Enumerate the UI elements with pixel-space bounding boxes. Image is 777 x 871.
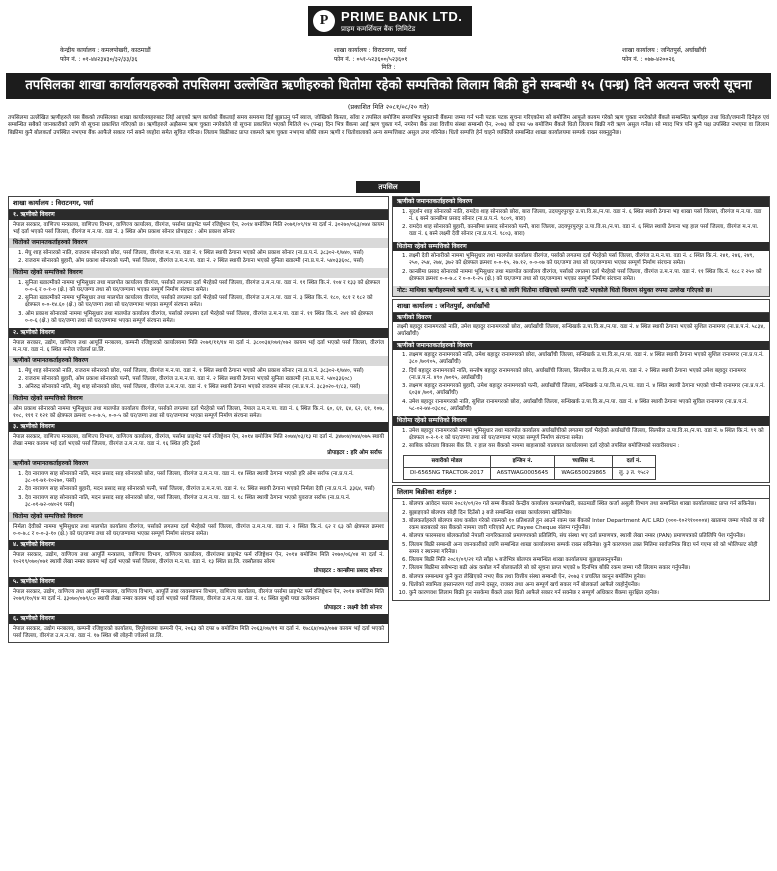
borrower-text: नेपाल सरकार, उद्योग मन्त्रालय, कम्पनी रजिष्ट्रारको कार्यालय, त्रिपुरेश्वरमा कम्पनी ऐन, २०६३ को दफा ७ बमोजिम मिति २०६३/०७/११ मा दर्ता नं. १७८६४/०७३/०७४ कायम भई दर्ता भएको पर्सा जिल्ला, वीरगंज उ.म.न.पा. वडा नं. १७ स्थित श्री लोहनी ज्वेलर्स प्रा.लि. [13, 625, 384, 639]
guarantor-list [9, 248, 388, 269]
section-bar: धितोमा रहेको सम्पत्तिको विवरण [9, 394, 388, 404]
bank-name-nepali: प्राइम कमर्शियल बैंक लिमिटेड [341, 24, 416, 33]
section-bar: धितोमा रहेको सम्पत्तिको विवरण [393, 242, 769, 252]
list-item: 4. उमेश बहादुर रानामगरको नाति, सुशिल रानामगरको छोरा, अर्घाखाँची जिल्ला, सन्धिखर्क उ.पा.वि.स./न.पा. वडा नं. ४ स्थित स्थायी ठेगाना भएको सुविल रानामगर (ना.प्र.प.नं. ५८-०२-७४-०३८०८, अर्घाखाँची) [409, 399, 765, 414]
table-cell: DI-6565NG TRACTOR-2017 [404, 468, 491, 480]
borrower-text: लक्ष्मी बहादुर रानामगरको नाति, उमेश बहादुर रानामगरको छोरा, अर्घाखाँची जिल्ला, सन्धिखर्क उ.पा.वि.स./न.पा. वडा नं. ४ स्थित स्थायी ठेगाना भएको सुशिल रानामगर (ना.प्र.प.नं. ५८३४, अर्घाखाँची) [397, 324, 765, 338]
borrower-text: नेपाल सरकार, वाणिज्य मन्त्रालय, वाणिज्य विभाग, वाणिज्य कार्यालय, वीरगंज, पर्सामा प्राइभेट फर्म रजिष्ट्रेशन ऐन, २०१४ बमोजिम मिति २०७१/०९/१४ मा दर्ता नं. ३०२७०/०६३/०७४ कायम भई दर्ता भएको पर्सा जिल्ला, वीरगंज म.न.पा. वडा नं. ३ स्थित ओम प्रकाश सोनार प्रोपाइटर : ओम प्रकाश सोनार [13, 221, 384, 235]
auction-terms-section [392, 485, 770, 601]
head-office-address: केन्द्रीय कार्यालय : कमलपोखरी, काठमाडौं फोन नं. : ०१-४४२३४३०/३२/३३/३६ [60, 47, 151, 63]
section-bar: २. ऋणीको विवरण [9, 328, 388, 338]
borrower-text: नेपाल सरकार, उद्योग, वाणिज्य तथा आपूर्ति मन्त्रालय, वाणिज्य विभाग, आपूर्ति तथा व्यवस्थापन विभाग, वाणिज्य कार्यालय, वीरगंज पर्सामा प्राइभेट फर्म रजिष्ट्रेशन ऐन, २०१४ बमोजिम मिति २०७९/१०/१४ मा दर्ता नं. ३३०७०/०७९/८० स्थायी लेखा नम्बर कायम भई दर्ता भएको पर्सा जिल्ला, वीरगंज उ.म.न.पा. वडा नं. १८ स्थित सुश्री पद्मा कलेक्शन [13, 588, 384, 602]
borrower-text: नेपाल सरकार, उद्योग, वाणिज्य तथा आपूर्ति मन्त्रालय, वाणिज्य विभाग, वाणिज्य कार्यालय, वीरगंजमा प्राइभेट फर्म रजिष्ट्रेशन ऐन, २०१४ बमोजिम मिति २०७०/०६/०४ मा दर्ता नं. १०२१९/०७०/०७१ स्थायी लेखा नम्बर कायम भई दर्ता भएको पर्सा जिल्ला, वीरगंज म.न.पा. वडा नं. १३ स्थित प्रा.लि. रक्सौलका सोरम [13, 551, 384, 565]
list-item: 8. बोलपत्र सम्बन्धमा कुनै कुरा लेखिएको नभए बैंक तथा वित्तीय संस्था सम्बन्धी ऐन, २०७३ र प्रचलित कानून बमोजिम हुनेछ। [409, 574, 765, 581]
list-item: 2. राजराम सोनारको बुहारी, ओम प्रकाश सोनारको पत्नी, पर्सा जिल्ला, वीरगंज उ.म.न.पा. वडा नं. २ स्थित स्थायी ठेगाना भएको सुनिता ख्वाल्मी (ना.प्र.प.नं. ५४०३३६०८) [25, 376, 384, 383]
section-bar: १. ऋणीको विवरण [9, 210, 388, 220]
guarantor-list [9, 366, 388, 395]
section-bar: ऋणीको जमानतकर्ताहरुको विवरण [393, 197, 769, 207]
bank-name: PRIME BANK LTD. [341, 8, 463, 24]
collateral-list [9, 278, 388, 329]
section-bar: धितोमा रहेको सम्पत्तिको विवरण [9, 268, 388, 278]
table-header: च्यासिस नं. [555, 456, 613, 468]
list-item: 1. लक्ष्मी देवी सोनारीको नाममा भूमिसुधार तथा मालपोत कार्यालय वीरगंज, पर्साको लगतमा दर्ता भैरहेको पर्सा जिल्ला, वीरगंज उ.म.न.पा. वडा नं. ८ स्थित कि.नं. २४१, २४६, २४९, २५०, २५४, २७४, ३७२ को क्षेत्रफल क्रमशः ०-०-१५, २७.१२, ०-०-०७ को घर/जग्गा तथा सो घर/जग्गामा भएका सम्पूर्ण निर्माण संरचना समेत। [409, 253, 765, 268]
list-item: 3. ओम प्रकाश सोनारको नाममा भूमिसुधार तथा मालपोत कार्यालय वीरगंज, पर्साको लगतमा दर्ता भैरहेको पर्सा जिल्ला, वीरगंज उ.म.न.पा. वडा नं. ११ स्थित कि.नं. २४१ को क्षेत्रफल ०-०-६ (क्षे.) को घर/जग्गा तथा सो घर/जग्गामा भएका सम्पूर्ण संरचना समेत। [25, 311, 384, 326]
section-bar: ३. ऋणीको विवरण [9, 422, 388, 432]
guarantor-list [393, 207, 769, 242]
guarantor-list [393, 350, 769, 416]
list-item: 2. देव नारायण साह सोनारको बुहारी, मदन प्रसाद साह सोनारको पत्नी, पर्सा जिल्ला, वीरगंज उ.म.न.पा. वडा नं. १८ स्थित स्थायी ठेगाना भएको निर्मला देवी (ना.प्र.प.नं. ३३६४, पर्सा) [25, 486, 384, 493]
arghakhanchi-branch-section [392, 299, 770, 484]
section-bar: ऋणीको जमानतकर्ताहरुको विवरण [9, 356, 388, 366]
table-header: इन्जिन नं. [490, 456, 555, 468]
table-header: दर्ता नं. [612, 456, 655, 468]
bank-logo-icon: P [313, 10, 335, 32]
birgunj-branch-section [8, 196, 389, 643]
list-item: 2. साबिक कोराला बिकास बैंक लि. र हाल यस बैंकको नाममा बाहासाको यातायात कार्यालयमा दर्ता रहेको तपसिल बमोजिमको सवारीसाधन : [409, 443, 765, 450]
list-item: 2. बुझाइएको बोलपत्र सोही दिन दिउँसो ३ बजे सम्बन्धित शाखा कार्यालयमा खोलिनेछ। [409, 510, 765, 517]
guarantor-list [9, 469, 388, 512]
vehicle-table [403, 455, 656, 480]
left-column [8, 196, 389, 645]
section-bar: ६. ऋणीको विवरण [9, 614, 388, 624]
terms-heading: लिलाम बिक्रीका शर्तहरु : [393, 486, 769, 499]
publish-date: (प्रकाशित मिति २०८१/०८/२० गते) [347, 103, 430, 111]
list-item: 1. मेघु शाह सोनारको नाति, राजराम सोनारको छोरा, पर्सा जिल्ला, वीरगंज म.न.पा. वडा नं. १ स्थित स्थायी ठेगाना भएको ओम प्रकाश सोनार (ना.प्र.प.नं. ३८३०२-१/७४०, पर्सा) [25, 250, 384, 257]
proprietor-label: प्रोपाइटर : कान्छीमा प्रसाद सोनार [313, 568, 382, 575]
terms-list [393, 499, 769, 600]
intro-paragraph: तपसिलमा उल्लेखित ऋणीहरुले यस बैंकको तपसिलका शाखा कार्यालयहरुबाट लिई आएको ऋण कार्यको बैंकलाई समय समयमा दिई बुझाउनु पर्ने ब्याज, जोखिको किस्ता, साँवा र तपसिल बमोजिम समयभित्र भुक्तानी बैंकमा जम्मा गर्न भनी पटक पटक सूचना गरिएकोमा सो बमोजिम आफूले कायम गरेको ऋण चुक्ता नगरेकोले बैंकले सम्बन्धित ऋणीहरु तथा धितो/जमानी दिनेहरु एवं सम्बन्धित सबैको जानकारीको लागि यो सूचना प्रकाशित गरिएको छ। ऋणीहरुले अझैसम्म ऋण चुक्ता नगरेकोले यो सूचना प्रकाशित भएको मितिले १५ (पन्ध्र) दिन भित्र बैंकमा आई ऋण चुक्ता गर्न, नगरेमा बैंक तथा वित्तीय संस्था सम्बन्धी ऐन, २०७३ को दफा ५७ बमोजिम बैंकले धितो लिलाम बिक्री गरी ऋण असुल गर्नेछ। सो म्याद भित्र पनि कुनै पक्ष उपस्थित नभएमा वा लिलाम बिक्रीमा कुनै बोलकर्ता उपस्थित नभएमा बैंक आफैले सकार गर्न सक्ने व्यहोरा समेत सूचित गरिन्छ। लिलाम बिक्रीबाट प्राप्त रकमले ऋण चुक्ता नभएमा बाँकी रकम ऋणी र धितोवालाको अन्य सम्पत्तिबाट असुल उपर गरिनेछ। धितो सम्पत्ति हेर्न चाहने व्यक्तिले सम्बन्धित शाखा कार्यालयमा सम्पर्क राख्न सक्नुहुनेछ। [8, 115, 769, 136]
list-item: 3. बोलकर्ताहरुले बोलपत्र साथ कबोल गरेको रकमको १० प्रतिशतले हुन आउने रकम यस बैंकको Inter Department A/C LRD (०००-१०२९१००००४) खातामा जम्मा गरेको वा सो रकम बराबरको यस बैंकको नाममा जारी गरिएको A/C Payee Cheque संलग्न गर्नुपर्नेछ। [409, 518, 765, 533]
list-item: 2. दिर्घ बहादुर रानामगरको नाति, सन्तोष बहादुर रानामगरको छोरा, अर्घाखाँची जिल्ला, सिल्सील उ.पा.वि.स./न.पा. वडा नं. २ स्थित स्थायी ठेगाना भएको उमेश बहादुर रानामगर (ना.प्र.प.नं. ४९० /७०१५, अर्घाखाँची) [409, 368, 765, 383]
birgunj-branch-address: शाखा कार्यालय : विराटनगर, पर्सा फोन नं. : ०५१-५२३६००/५२३६०१ [334, 47, 408, 63]
list-item: 1. उमेश बहादुर रानामगरको नाममा भूमिसुधार तथा मालपोत कार्यालय अर्घाखाँचीको लगतमा दर्ता भैरहेको अर्घाखाँची जिल्ला, सिल्सील उ.पा.वि.स./न.पा. वडा नं. ७ स्थित कि.नं. ९९ को क्षेत्रफल ०-२-१-१ को घर/जग्गा तथा सो घर/जग्गामा भएका सम्पूर्ण निर्माण संरचना समेत। [409, 428, 765, 443]
list-item: 3. अनिरुद्र सोनारको नाति, मेघु शाह सोनारको छोरा, पर्सा जिल्ला, वीरगंज उ.म.न.पा. वडा नं. १ स्थित स्थायी ठेगाना भएको राजराम सोनार (ना.प्र.प.नं. ३८३०२०-१/८३, पर्सा) [25, 384, 384, 391]
birgunj-continued-section [392, 196, 770, 297]
list-item: 1. सुदर्शन शाह सोनारको नाति, रामदेव शाह सोनारको छोरा, बारा जिल्ला, उदयपुरपुरपुर उ.पा.वि.स./न.पा. वडा नं. ६ स्थित स्थायी ठेगाना भइ शाखा पर्सा जिल्ला, वीरगंज म.न.पा. वडा नं. ६ बस्ने कान्छीमा प्रसाद सोनार (ना.प्र.प.नं. ९८०९, बारा) [409, 209, 765, 224]
section-bar: ऋणीको जमानतकर्ताहरुको विवरण [9, 459, 388, 469]
section-bar: ऋणीको जमानतकर्ताहरुको विवरण [393, 341, 769, 351]
section-bar: धितोमा रहेको सम्पत्तिको विवरण [9, 512, 388, 522]
proprietor-label: प्रोपाइटर : हरि ओम सर्राफ [327, 450, 382, 457]
branch-heading: शाखा कार्यालय : विराटनगर, पर्सा [9, 197, 388, 210]
branch-heading: शाखा कार्यालय : जनितपुर्स, अर्घाखाँची [393, 300, 769, 313]
proprietor-label: प्रोपाइटर : लक्ष्मी देवी सोनार [324, 605, 382, 612]
section-bar: ५. ऋणीको विवरण [9, 577, 388, 587]
table-cell: A6STWAG0005645 [490, 468, 555, 480]
collateral-text: ओम प्रकाश सोनारको नाममा भूमिसुधार तथा मालपोत कार्यालय वीरगंज, पर्साको लगतमा दर्ता भैरहेको पर्सा जिल्ला, नेपाल उ.म.न.पा. वडा नं. ६ स्थित कि.नं. ६०, ६१, ६४, ६२, ६१, १०७, १०८, १११ र १२१ को क्षेत्रफल क्रमशः ०-०-७.५, ०-०-५ को घर/जग्गा तथा सो घर/जग्गामा भएका सम्पूर्ण निर्माण संरचना समेत। [13, 405, 384, 420]
arghakhanchi-branch-address: शाखा कार्यालय : जनितपुर्स, अर्घाखाँची फोन नं. : ०७७-४२००२६ [622, 47, 707, 63]
list-item: 9. धितोको स्वामित्व हस्तान्तरण गर्दा लाग्ने दस्तुर, राजस्व तथा अन्य सम्पूर्ण खर्च सकार गर्ने बोलकर्ता आफैले व्यहोर्नुपर्नेछ। [409, 582, 765, 589]
ref-row: मिति : [381, 64, 396, 71]
list-item: 3. लक्ष्मण बहादुर रानामगरको बुहारी, उमेश बहादुर रानामगरको पत्नी, अर्घाखाँची जिल्ला, सन्धिखर्क उ.पा.वि.स./न.पा. वडा नं. ४ स्थित स्थायी ठेगाना भएको चोम्नी रानामगर (ना.प्र.प.नं. ६०३४ /७०१, अर्घाखाँची) [409, 383, 765, 398]
list-item: 2. सुनिता ख्वाल्मीको नाममा भूमिसुधार तथा मालपोत कार्यालय वीरगंज, पर्साको लगतमा दर्ता भैरहेको पर्सा जिल्ला, वीरगंज उ.म.न.पा. वडा नं. ३ स्थित कि.नं. १८०, १८१ र १८२ को क्षेत्रफल ०-०-१४.६० (क्षे.) को घर/जग्गा तथा सो घर/जग्गामा भएका सम्पूर्ण संरचना समेत। [25, 295, 384, 310]
list-item: 3. देव नारायण साह सोनारको नाति, मदन प्रसाद साह सोनारको छोरा, पर्सा जिल्ला, वीरगंज उ.म.न.पा. वडा नं. १८ स्थित स्थायी ठेगाना भएको युवराज सर्राफ (ना.प्र.प.नं. ३८-०१-७२-०४०२१ पर्सा) [25, 495, 384, 510]
list-item: 6. लिलाम बिक्री मिति २०८१/०९/२१ गते साँझ ५ बजेभित्र बोलपत्र सम्बन्धित शाखा कार्यालयमा बुझाइसक्नुपर्नेछ। [409, 557, 765, 564]
notice-title: तपसिलका शाखा कार्यालयहरुको तपसिलमा उल्लेखित ऋणीहरुको धितोमा रहेको सम्पत्तिको लिलाम बिक्री हुने सम्बन्धी १५ (पन्ध्र) दिने अत्यन्त जरुरी सूचना [6, 73, 771, 99]
list-item: 5. लिलाम बिक्री सम्बन्धी अन्य जानकारीको लागि सम्बन्धित शाखा कार्यालयमा सम्पर्क राख्न सकिनेछ। कुनै कारणवश उक्त मितिमा सार्वजनिक बिदा पर्न गएमा सो को भोलिपल्ट सोही समय र स्थानमा गरिनेछ। [409, 542, 765, 557]
section-bar: ४. ऋणीको विवरण [9, 540, 388, 550]
list-item: 1. देव नारायण साह सोनारको नाति, मदन प्रसाद साह सोनारको छोरा, पर्सा जिल्ला, वीरगंज उ.म.न.पा. वडा नं. १४ स्थित स्थायी ठेगाना भएको हरि ओम सर्राफ (ना.प्र.प.नं. ३८-०१-७१-१०२७०, पर्सा) [25, 471, 384, 486]
right-column [392, 196, 770, 603]
table-cell: लु. ३ त. ९५८२ [612, 468, 655, 480]
list-item: 1. बोलपत्र आवेदन फारम २०८१/०९/२० गते सम्म बैंकको केन्द्रीय कार्यालय कमलपोखरी, काठमाडौं स्थित कर्जा असुली विभाग तथा सम्बन्धित शाखा कार्यालयबाट प्राप्त गर्न सकिनेछ। [409, 501, 765, 508]
section-bar: धितोको जमानतकर्ताहरुको विवरण [9, 238, 388, 248]
borrower-text: नेपाल सरकार, वाणिज्य मन्त्रालय, वाणिज्य विभाग, वाणिज्य कार्यालय, वीरगंज, पर्सामा प्राइभेट फर्म रजिष्ट्रेशन ऐन, २०१४ बमोजिम मिति २०७४/०३/१३ मा दर्ता नं. ३४७०४/०७४/०७५ स्थायी लेखा नम्बर कायम भई दर्ता भएको पर्सा जिल्ला, वीरगंज उ.म.न.पा. वडा नं. १६ स्थित हरि ट्रेडर्स [13, 433, 384, 448]
borrower-text: नेपाल सरकार, उद्योग, वाणिज्य तथा आपूर्ति मन्त्रालय, कम्पनी रजिष्ट्रारको कार्यालयमा मिति २०७१/११/१४ मा दर्ता नं. ३८००३४/०७१/०७२ कायम भई दर्ता भएको पर्सा जिल्ला, वीरगंज म.न.पा. वडा नं. ६ स्थित मनोज ज्वेलर्स प्रा.लि. [13, 339, 384, 353]
list-item: 1. मेघु शाह सोनारको नाति, राजराम सोनारको छोरा, पर्सा जिल्ला, वीरगंज म.न.पा. वडा नं. १ स्थित स्थायी ठेगाना भएको ओम प्रकाश सोनार (ना.प्र.प.नं. ३८३०२-१/७४०, पर्सा) [25, 368, 384, 375]
bank-logo [308, 6, 472, 36]
list-item: 1. सुनिता ख्वाल्मीको नाममा भूमिसुधार तथा मालपोत कार्यालय वीरगंज, पर्साको लगतमा दर्ता भैरहेको पर्सा जिल्ला, वीरगंज उ.म.न.पा. वडा नं. ११ स्थित कि.नं. १०४ र १३३ को क्षेत्रफल ०-०-६ र ०-१-० (क्षे.) को घर/जग्गा तथा सो घर/जग्गामा भएका सम्पूर्ण निर्माण संरचना समेत। [25, 280, 384, 295]
list-item: 7. लिलाम बिक्रीमा सबैभन्दा बढी अंक कबोल गर्ने बोलकर्ताले सो को सूचना प्राप्त भएको ७ दिनभित्र बाँकी रकम जम्मा गरी लिलाम सकार गर्नुपर्नेछ। [409, 565, 765, 572]
table-cell: WAG650029865 [555, 468, 613, 480]
schedule-label: तपसिल [356, 181, 420, 193]
section-bar: ऋणीको विवरण [393, 313, 769, 323]
table-header: सवारीको मोडल [404, 456, 491, 468]
collateral-list [393, 426, 769, 454]
list-item: 2. रामदेव शाह सोनारको बुहारी, कान्छीमा प्रसाद सोनारको पत्नी, बारा जिल्ला, उदयपुरपुरपुर उ.पा.वि.स./न.पा. वडा नं. ६ स्थित स्थायी ठेगाना भइ हाल पर्सा जिल्ला, वीरगंज म.न.पा. वडा नं. ६ बस्ने लक्ष्मी देवी सोनार (ना.प्र.प.नं. ९८०३, बारा) [409, 224, 765, 239]
list-item: 4. बोलपत्र फारमसाथ बोलकर्ताको नेपाली नागरिकताको प्रमाणपत्रको प्रतिलिपि, संघ संस्था भए दर्ता प्रमाणपत्र, स्थायी लेखा नम्बर (PAN) प्रमाणपत्रको प्रतिलिपि पेश गर्नुपर्नेछ। [409, 533, 765, 540]
table-row [404, 468, 656, 480]
list-item: 10. कुनै कारणवश लिलाम बिक्री हुन नसकेमा बैंकले उक्त धितो आफैले सकार गर्न सक्नेछ र सम्पूर्ण अधिकार बैंकमा सुरक्षित रहनेछ। [409, 590, 765, 597]
section-bar: धितोमा रहेको सम्पत्तिको विवरण [393, 416, 769, 426]
collateral-text: निर्मला देवीको नाममा भूमिसुधार तथा मालपोत कार्यालय वीरगंज, पर्साको लगतमा दर्ता भैरहेको पर्सा जिल्ला, वीरगंज उ.म.न.पा. वडा नं. २ स्थित कि.नं. ६२ र ६३ को क्षेत्रफल क्रमशः ०-०-७.८ र ०-०-३-१० (क्षे.) को घर/जग्गा तथा सो घर/जग्गामा भएका सम्पूर्ण निर्माण संरचना समेत। [13, 523, 384, 537]
collateral-list [393, 251, 769, 286]
list-item: 1. लक्ष्मण बहादुर रानामगरको नाति, उमेश बहादुर रानामगरको छोरा, अर्घाखाँची जिल्ला, सन्धिखर्क उ.पा.वि.स./न.पा. वडा नं. ४ स्थित स्थायी ठेगाना भएको सुशिल रानामगर (ना.प्र.प.नं. ३८० /७०१०५, अर्घाखाँची) [409, 352, 765, 367]
note-bar: नोट: माथिका ऋणीहरुमध्ये ऋणी नं. ४, ५ र ६ को लागि धितोमा राखिएको सम्पत्ति एउटै भएकोले धितो विवरण संयुक्त रुपमा उल्लेख गरिएको छ। [393, 286, 769, 296]
list-item: 2. राजराम सोनारको बुहारी, ओम प्रकाश सोनारको पत्नी, पर्सा जिल्ला, वीरगंज उ.म.न.पा. वडा नं. २ स्थित स्थायी ठेगाना भएको सुनिता ख्वाल्मी (ना.प्र.प.नं. ५४०३३६०८, पर्सा) [25, 258, 384, 265]
list-item: 2. कान्छीमा प्रसाद सोनारको नाममा भूमिसुधार तथा मालपोत कार्यालय वीरगंज, पर्साको लगतमा दर्ता भैरहेको पर्सा जिल्ला, वीरगंज उ.म.न.पा. वडा नं. ११ स्थित कि.नं. १८८ र २५० को क्षेत्रफल क्रमशः ०-०-७.८ र ०-०-१-२५ (क्षे.) को घर/जग्गा तथा सो घर/जग्गामा भएका सम्पूर्ण निर्माण संरचना समेत। [409, 269, 765, 284]
